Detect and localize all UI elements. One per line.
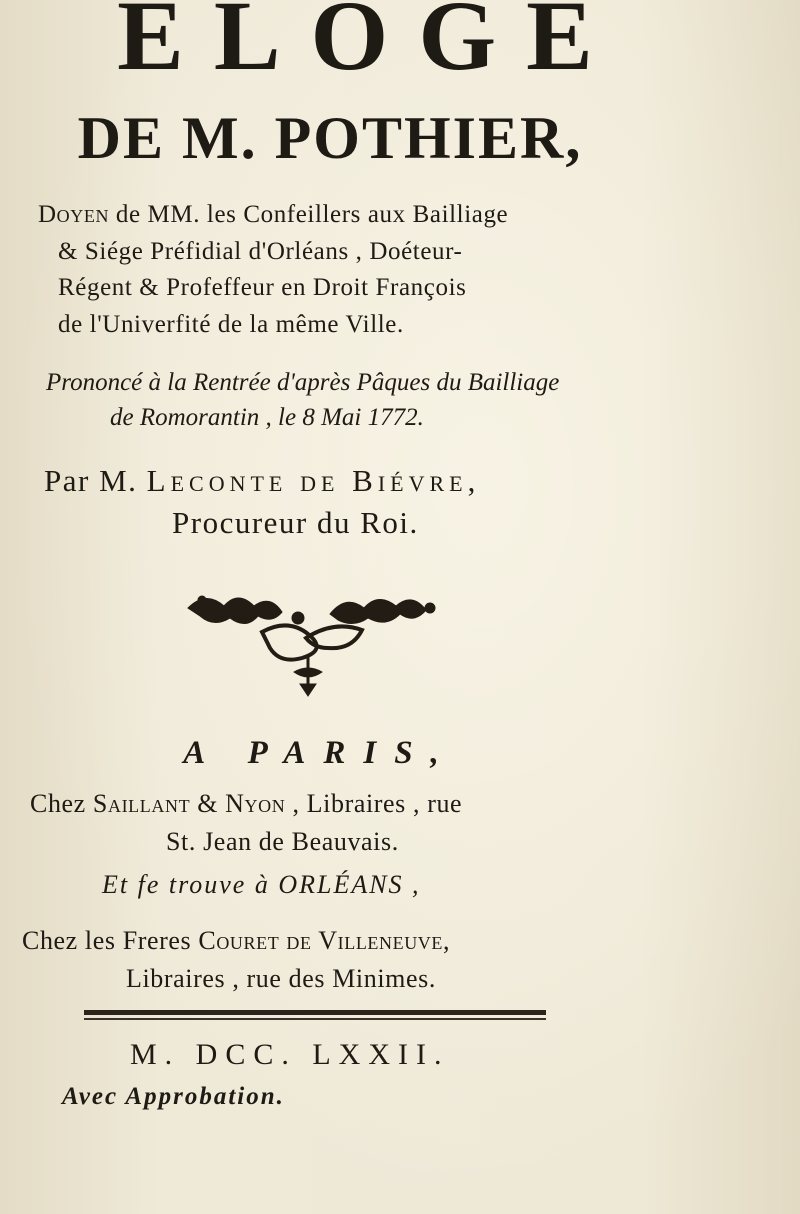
author-prefix: Par M. [44,463,147,498]
seller-block [22,922,642,998]
imprint-city: A PARIS, [183,735,457,771]
seller-line-2: Libraires , rue des Minimes. [126,964,436,993]
author-line-2: Procureur du Roi. [172,505,419,540]
double-rule-thin [84,1018,546,1020]
publisher-suffix: , Libraires , rue [285,789,463,818]
description-line-2: & Siége Préfidial d'Orléans , Doéteur- [58,237,463,265]
publisher-line-1 [30,785,630,823]
publisher-line-2: St. Jean de Beauvais. [166,827,399,856]
pronounced-line-1: Prononcé à la Rentrée d'après Pâques du Bailliage [46,369,560,396]
publisher-names: Saillant & Nyon [92,789,286,818]
title-subject: DE M. POTHIER, [77,105,583,171]
author-name: Leconte de Biévre, [146,463,481,498]
publisher-prefix: Chez [30,789,93,818]
fleuron-ornament [180,588,470,698]
description-line-4: de l'Univerfité de la même Ville. [58,310,404,338]
doyen-word: Doyen [38,201,110,228]
author-description [38,197,628,343]
seller-line-1 [22,922,642,960]
publication-date: M. DCC. LXXII. [130,1038,450,1071]
publisher-block [30,785,630,861]
title-eloge: ELOGE [117,0,623,91]
approval-line: Avec Approbation. [62,1083,285,1110]
description-line-1-rest: de MM. les Confeillers aux Bailliage [109,201,509,228]
author-line-1 [44,460,644,502]
pronounced-line-2: de Romorantin , le 8 Mai 1772. [110,404,424,431]
seller-names: Couret de Villeneuve, [198,926,451,955]
also-sold-line: Et fe trouve à ORLÉANS , [102,870,421,899]
pronounced-note [46,365,626,435]
seller-prefix: Chez les Freres [22,926,199,955]
description-line-3: Régent & Profeffeur en Droit François [58,274,467,301]
description-line-1 [38,197,628,234]
author-credit [44,460,644,544]
double-rule-thick [84,1010,546,1015]
